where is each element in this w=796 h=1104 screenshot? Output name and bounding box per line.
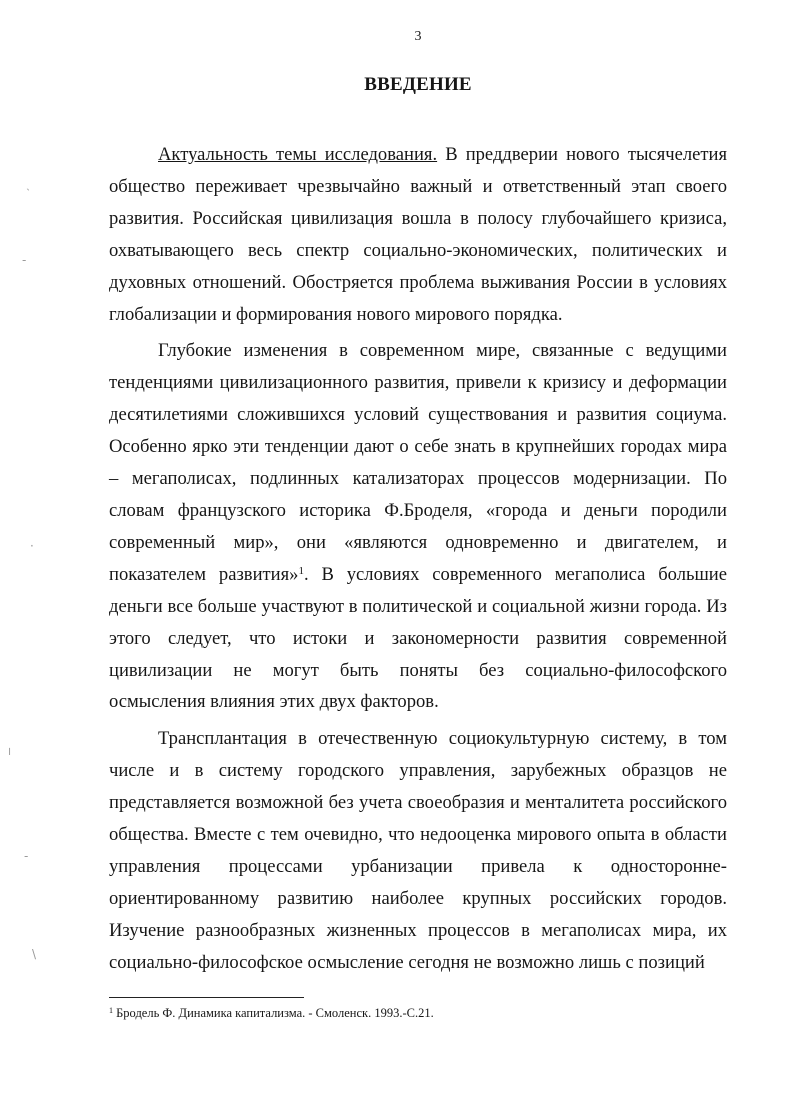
body-text: [109, 139, 727, 984]
paragraph-text: . В условиях современного мегаполиса большие деньги все больше участвуют в политической и социальной жизни города. Из этого следует, что истоки и закономерности развития современной цивилизации не могут быть поняты без социально-философского осмысления влияния этих двух факторов.: [109, 563, 727, 713]
footnote: [109, 1006, 434, 1021]
paragraph-text: Глубокие изменения в современном мире, связанные с ведущими тенденциями цивилизационного развития, привели к кризису и деформации десятилетиями сложившихся условий существования и развития социума. Особенно ярко эти тенденции дают о себе знать в крупнейших городах мира – мегаполисах, подлинных катализаторах процессов модернизации. По словам французского историка Ф.Броделя, «города и деньги породили современный мир», они «являются одновременно и двигателем, и показателем развития»: [109, 340, 727, 585]
paragraph-3: [109, 723, 727, 978]
scan-speck-mark: ˴: [26, 181, 30, 195]
paragraph-1: [109, 139, 727, 330]
paragraph-text: Трансплантация в отечественную социокультурную систему, в том числе и в систему городского управления, зарубежных образцов не представляется возможной без учета своеобразия и менталитета российского общества. Вместе с тем очевидно, что недооценка мирового опыта в области управления процессами урбанизации привела к односторонне-ориентированному развитию наиболее крупных российских городов. Изучение разнообразных жизненных процессов в мегаполисах мира, их социально-философское осмысление сегодня не возможно лишь с позиций: [109, 728, 727, 973]
paragraph-lead: Актуальность темы исследования.: [158, 144, 438, 165]
footnote-reference[interactable]: 1: [298, 564, 304, 577]
scan-speck-mark: ╷: [6, 741, 14, 755]
paragraph-2: [109, 335, 727, 718]
footnote-divider: [109, 997, 304, 998]
scan-speck-mark: -: [24, 849, 29, 863]
paragraph-text: В преддверии нового тысячелетия общество переживает чрезвычайно важный и ответственный этап своего развития. Российская цивилизация вошла в полосу глубочайшего кризиса, охватывающего весь спектр социально-экономических, политических и духовных отношений. Обостряется проблема выживания России в условиях глобализации и формирования нового мирового порядка.: [109, 144, 728, 325]
footnote-marker: 1: [109, 1006, 113, 1015]
section-title: ВВЕДЕНИЕ: [364, 74, 472, 95]
scan-speck-mark: ·: [30, 539, 34, 553]
page-number: 3: [414, 29, 422, 44]
scan-speck-mark: \: [32, 947, 37, 961]
scan-speck-mark: -: [22, 253, 27, 267]
footnote-text: Бродель Ф. Динамика капитализма. - Смоленск. 1993.-С.21.: [113, 1006, 434, 1020]
